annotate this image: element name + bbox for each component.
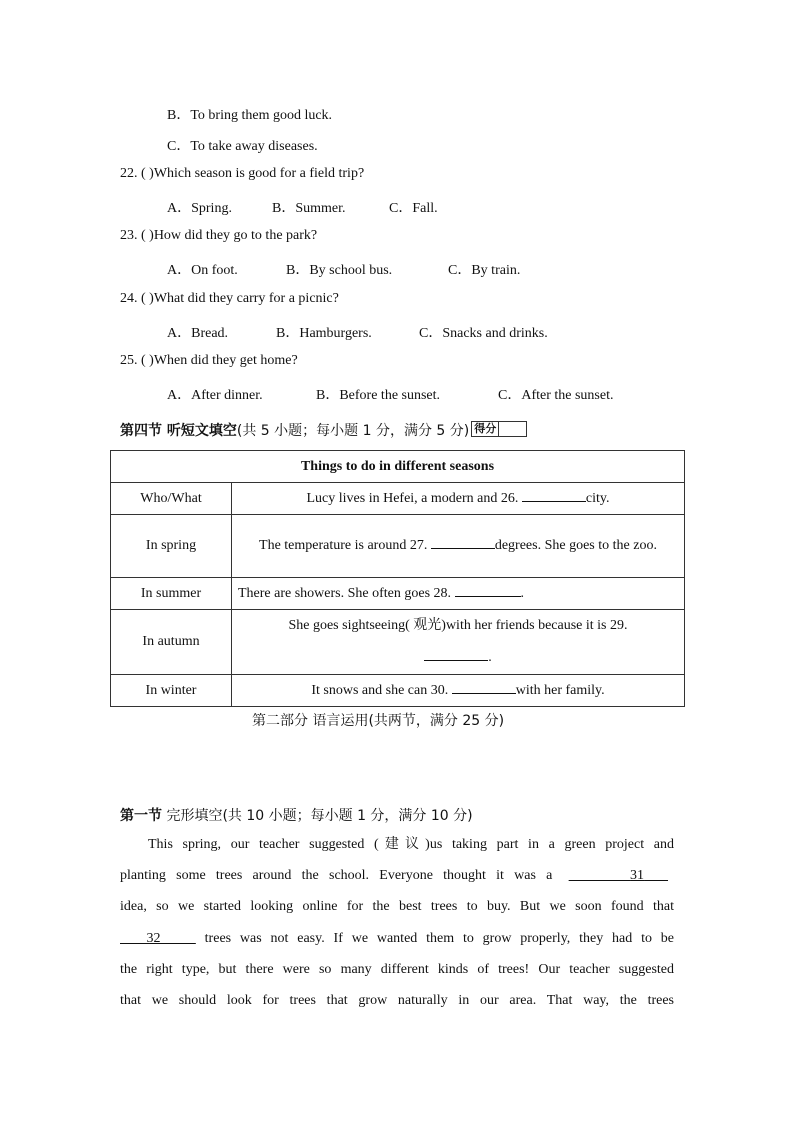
row-text-before: It snows and she can 30.	[311, 682, 452, 698]
score-label: 得分	[474, 422, 499, 436]
q21-option-b: B．To bring them good luck.	[167, 108, 333, 123]
row-text-before: There are showers. She often goes 28.	[238, 585, 455, 601]
row-text-after: .	[488, 650, 492, 665]
question-22-stem: 22. ( )Which season is good for a field trip?	[120, 166, 365, 181]
table-row	[111, 483, 685, 515]
row-label: In winter	[111, 675, 232, 707]
section4-title: 第四节 听短文填空	[120, 423, 237, 439]
row-label: Who/What	[111, 483, 232, 515]
row-text-before: Lucy lives in Hefei, a modern and 26.	[306, 490, 522, 506]
passage-line: the right type, but there were so many different kinds of trees! Our teacher suggested	[120, 961, 674, 977]
answer-blank-29[interactable]	[424, 660, 488, 661]
table-row	[111, 515, 685, 578]
answer-blank-26[interactable]	[522, 501, 586, 502]
q22-option-c: C．Fall.	[389, 201, 438, 216]
passage-line: that we should look for trees that grow naturally in our area. That way, the trees	[120, 992, 674, 1008]
question-25-stem: 25. ( )When did they get home?	[120, 353, 298, 368]
answer-blank-30[interactable]	[452, 693, 516, 694]
row-text-after: with her family.	[515, 682, 605, 698]
q22-option-b: B．Summer.	[272, 201, 346, 216]
section4-heading	[120, 420, 527, 440]
q24-option-b: B．Hamburgers.	[276, 326, 372, 341]
cloze-blank-32-number: 32	[146, 930, 161, 946]
row-text-after: .	[520, 585, 525, 601]
passage-line	[120, 860, 674, 891]
passage-line-text: trees was not easy. If we wanted them to grow properly, they had to be	[204, 930, 675, 946]
row-text-after: city.	[585, 490, 610, 506]
row-content	[232, 483, 685, 515]
table-row	[111, 610, 685, 675]
passage-line	[120, 923, 674, 954]
table-title-row	[111, 451, 685, 483]
row-text-before: The temperature is around 27.	[259, 538, 431, 553]
question-24-stem: 24. ( )What did they carry for a picnic?	[120, 291, 339, 306]
answer-blank-28[interactable]	[455, 596, 521, 597]
row-label: In autumn	[111, 610, 232, 675]
table-title: Things to do in different seasons	[111, 451, 685, 483]
cloze-blank-31-number: 31	[630, 868, 645, 884]
row-label: In spring	[111, 515, 232, 578]
passage-line-text: planting some trees around the school. Everyone thought it was a	[120, 868, 553, 884]
section1-heading	[120, 805, 473, 825]
table-row	[111, 578, 685, 610]
q21-option-c: C．To take away diseases.	[167, 139, 318, 154]
section4-detail: (共 5 小题；每小题 1 分，满分 5 分)	[236, 423, 470, 439]
score-box	[471, 421, 527, 437]
q25-option-a: A．After dinner.	[167, 388, 263, 403]
q22-option-a: A．Spring.	[167, 201, 232, 216]
question-23-stem: 23. ( )How did they go to the park?	[120, 228, 318, 243]
row-label: In summer	[111, 578, 232, 610]
passage-line: idea, so we started looking online for the best trees to buy. But we soon found that	[120, 899, 674, 915]
q24-option-a: A．Bread.	[167, 326, 229, 341]
q24-option-c: C．Snacks and drinks.	[419, 326, 548, 341]
cloze-blank-31[interactable]	[563, 868, 674, 883]
row-content	[232, 610, 685, 675]
q25-option-b: B．Before the sunset.	[316, 388, 441, 403]
passage-line: This spring, our teacher suggested (建议)us taking part in a green project and	[148, 837, 674, 852]
section1-title: 第一节	[120, 808, 162, 824]
row-content	[232, 515, 685, 578]
q25-option-c: C．After the sunset.	[498, 388, 614, 403]
row-content	[232, 578, 685, 610]
seasons-table	[110, 450, 685, 707]
section1-detail: 完形填空(共 10 小题；每小题 1 分，满分 10 分)	[162, 808, 473, 824]
q23-option-a: A．On foot.	[167, 263, 238, 278]
part2-title: 第二部分 语言运用(共两节，满分 25 分)	[252, 713, 505, 729]
q23-option-c: C．By train.	[448, 263, 521, 278]
row-content	[232, 675, 685, 707]
cloze-blank-32[interactable]	[120, 931, 196, 946]
answer-blank-27[interactable]	[431, 548, 495, 549]
q23-option-b: B．By school bus.	[286, 263, 393, 278]
row-text-after: degrees. She goes to the zoo.	[494, 538, 657, 553]
table-row	[111, 675, 685, 707]
row-text-before: She goes sightseeing( 观光)with her friends because it is 29.	[288, 618, 628, 633]
cloze-passage	[120, 829, 674, 1016]
